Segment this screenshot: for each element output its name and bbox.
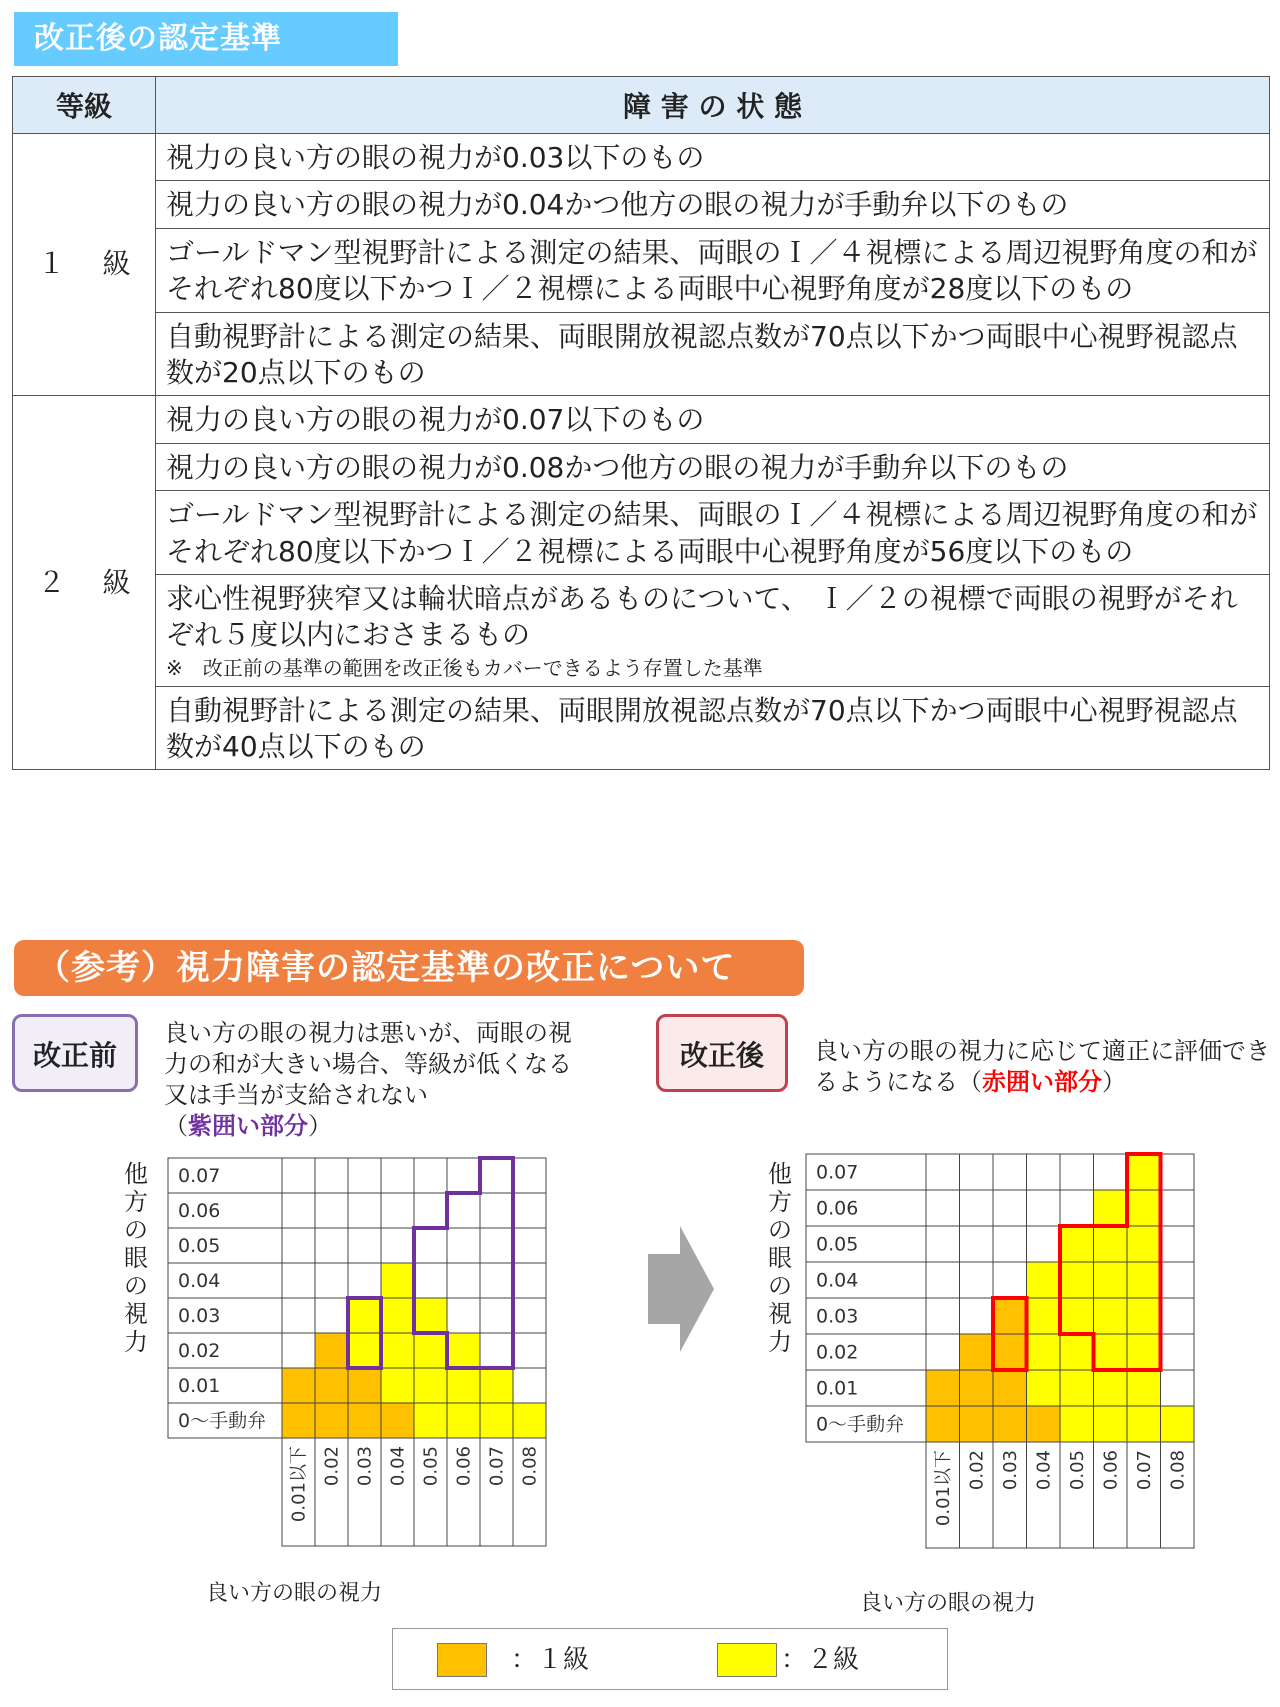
table-row — [13, 312, 1270, 396]
y-tick-label: 0.07 — [816, 1161, 859, 1184]
grid-cell — [513, 1403, 546, 1438]
before-chart — [168, 1158, 588, 1598]
table-row — [13, 228, 1270, 312]
grid-cell — [348, 1158, 381, 1193]
grid-cell — [513, 1263, 546, 1298]
grid-cell — [926, 1154, 960, 1190]
before-y-axis-label: 他 方 の 眼 の 視 力 — [124, 1160, 148, 1356]
grid-cell — [513, 1193, 546, 1228]
grid-cell — [1094, 1154, 1128, 1190]
x-tick-label: 0.06 — [453, 1446, 475, 1487]
grid-cell — [480, 1333, 513, 1368]
grid-cell — [282, 1403, 315, 1438]
grid-cell — [960, 1406, 994, 1442]
grid-cell — [1060, 1154, 1094, 1190]
grid-cell — [1060, 1262, 1094, 1298]
grid-cell — [1094, 1370, 1128, 1406]
before-highlight: 紫囲い部分 — [188, 1112, 308, 1140]
condition-cell: 視力の良い方の眼の視力が0.07以下のもの — [156, 396, 1270, 443]
grid-cell — [960, 1298, 994, 1334]
grid-cell — [926, 1334, 960, 1370]
grid-cell — [348, 1298, 381, 1333]
grid-cell — [447, 1403, 480, 1438]
x-tick-label: 0.04 — [387, 1446, 409, 1487]
table-row — [13, 134, 1270, 181]
grid-cell — [381, 1333, 414, 1368]
x-tick-label: 0.05 — [420, 1446, 442, 1487]
grid-cell — [1161, 1334, 1195, 1370]
before-description — [164, 1018, 584, 1142]
grid-cell — [960, 1262, 994, 1298]
grid-cell — [447, 1193, 480, 1228]
grid-cell — [1027, 1154, 1061, 1190]
y-tick-label: 0.03 — [178, 1304, 221, 1327]
condition-cell: 自動視野計による測定の結果、両眼開放視認点数が70点以下かつ両眼中心視野視認点数が20点以下のもの — [156, 312, 1270, 396]
grid-cell — [381, 1263, 414, 1298]
x-tick-label: 0.08 — [519, 1446, 541, 1487]
grid-cell — [315, 1333, 348, 1368]
grid-cell — [414, 1368, 447, 1403]
grid-cell — [282, 1193, 315, 1228]
grid-cell — [1161, 1154, 1195, 1190]
condition-cell: ゴールドマン型視野計による測定の結果、両眼のＩ／４視標による周辺視野角度の和がそれぞれ80度以下かつＩ／２視標による両眼中心視野角度が56度以下のもの — [156, 491, 1270, 575]
y-tick-label: 0.05 — [178, 1234, 221, 1257]
grid-cell — [1127, 1190, 1161, 1226]
grid-cell — [315, 1368, 348, 1403]
x-tick-label: 0.03 — [354, 1446, 376, 1487]
grid-cell — [1161, 1190, 1195, 1226]
after-hl-close: ） — [1102, 1068, 1126, 1096]
grid-cell — [348, 1333, 381, 1368]
x-tick-label: 0.07 — [1133, 1450, 1155, 1491]
grid-cell — [1027, 1190, 1061, 1226]
grid-cell — [447, 1368, 480, 1403]
before-hl-open: （ — [164, 1112, 188, 1140]
after-desc-text: 良い方の眼の視力に応じて適正に評価できるようになる — [814, 1037, 1270, 1096]
criteria-table — [12, 76, 1270, 770]
after-chart — [806, 1154, 1236, 1594]
y-tick-label: 0.07 — [178, 1164, 221, 1187]
table-row — [13, 181, 1270, 228]
grid-cell — [414, 1263, 447, 1298]
table-header-row — [13, 77, 1270, 134]
grid-cell — [348, 1193, 381, 1228]
grid-cell — [926, 1262, 960, 1298]
grid-cell — [447, 1263, 480, 1298]
grid-cell — [926, 1370, 960, 1406]
legend-swatch-grade1 — [437, 1643, 487, 1677]
grid-cell — [1060, 1334, 1094, 1370]
grid-cell — [1094, 1298, 1128, 1334]
grid-cell — [1161, 1406, 1195, 1442]
grid-cell — [480, 1298, 513, 1333]
grid-cell — [282, 1298, 315, 1333]
grid-cell — [1027, 1226, 1061, 1262]
grid-cell — [993, 1334, 1027, 1370]
grade-cell-1: １ 級 — [13, 134, 156, 396]
x-tick-label: 0.02 — [966, 1450, 988, 1491]
grid-cell — [381, 1298, 414, 1333]
y-tick-label: 0.06 — [816, 1197, 859, 1220]
grid-cell — [993, 1298, 1027, 1334]
grid-cell — [447, 1298, 480, 1333]
grid-cell — [447, 1228, 480, 1263]
x-tick-label: 0.08 — [1167, 1450, 1189, 1491]
grid-cell — [315, 1403, 348, 1438]
after-y-axis-label: 他 方 の 眼 の 視 力 — [768, 1160, 792, 1356]
legend-label-grade1: ：１級 — [511, 1645, 590, 1675]
condition-cell: 視力の良い方の眼の視力が0.04かつ他方の眼の視力が手動弁以下のもの — [156, 181, 1270, 228]
grid-cell — [513, 1298, 546, 1333]
grid-cell — [1161, 1370, 1195, 1406]
grid-cell — [926, 1190, 960, 1226]
grid-cell — [960, 1370, 994, 1406]
y-tick-label: 0.04 — [816, 1269, 859, 1292]
grid-cell — [480, 1158, 513, 1193]
grid-cell — [447, 1158, 480, 1193]
condition-note: ※ 改正前の基準の範囲を改正後もカバーできるよう存置した基準 — [166, 655, 763, 680]
grid-cell — [1094, 1226, 1128, 1262]
grid-cell — [348, 1263, 381, 1298]
grid-cell — [1027, 1262, 1061, 1298]
y-tick-label: 0～手動弁 — [816, 1413, 905, 1436]
grid-cell — [1127, 1370, 1161, 1406]
grid-cell — [315, 1228, 348, 1263]
y-tick-label: 0.03 — [816, 1305, 859, 1328]
grid-cell — [993, 1154, 1027, 1190]
grid-cell — [1161, 1226, 1195, 1262]
grid-cell — [282, 1333, 315, 1368]
grid-cell — [381, 1193, 414, 1228]
grid-cell — [960, 1334, 994, 1370]
grid-cell — [1027, 1370, 1061, 1406]
before-x-axis-label: 良い方の眼の視力 — [206, 1581, 383, 1606]
y-tick-label: 0.02 — [178, 1339, 221, 1362]
table-row — [13, 574, 1270, 686]
after-highlight: 赤囲い部分 — [982, 1068, 1102, 1096]
grid-cell — [480, 1193, 513, 1228]
grid-cell — [960, 1154, 994, 1190]
x-tick-label: 0.04 — [1033, 1450, 1055, 1491]
grid-cell — [480, 1228, 513, 1263]
grid-cell — [348, 1403, 381, 1438]
grid-cell — [315, 1298, 348, 1333]
grid-cell — [1027, 1406, 1061, 1442]
legend — [392, 1628, 948, 1690]
grid-cell — [926, 1406, 960, 1442]
grid-cell — [1060, 1406, 1094, 1442]
grid-cell — [381, 1158, 414, 1193]
x-tick-label: 0.01以下 — [288, 1446, 310, 1523]
grid-cell — [315, 1263, 348, 1298]
grid-cell — [480, 1263, 513, 1298]
grid-cell — [414, 1298, 447, 1333]
after-x-axis-label: 良い方の眼の視力 — [860, 1591, 1037, 1616]
grid-cell — [513, 1158, 546, 1193]
condition-cell: 視力の良い方の眼の視力が0.08かつ他方の眼の視力が手動弁以下のもの — [156, 443, 1270, 490]
y-tick-label: 0.01 — [178, 1374, 221, 1397]
before-hl-close: ） — [308, 1112, 332, 1140]
y-tick-label: 0.06 — [178, 1199, 221, 1222]
y-tick-label: 0～手動弁 — [178, 1409, 267, 1432]
grid-cell — [282, 1263, 315, 1298]
grid-cell — [513, 1368, 546, 1403]
grid-cell — [480, 1403, 513, 1438]
header-grade: 等級 — [13, 77, 156, 134]
grid-cell — [282, 1228, 315, 1263]
grid-cell — [993, 1262, 1027, 1298]
grid-cell — [1161, 1298, 1195, 1334]
grid-cell — [282, 1368, 315, 1403]
grid-cell — [1060, 1298, 1094, 1334]
x-tick-label: 0.01以下 — [932, 1450, 954, 1527]
y-tick-label: 0.04 — [178, 1269, 221, 1292]
grid-cell — [381, 1228, 414, 1263]
grid-cell — [993, 1370, 1027, 1406]
grid-cell — [1094, 1406, 1128, 1442]
condition-text: 求心性視野狭窄又は輪状暗点があるものについて、 Ｉ／２の視標で両眼の視野がそれぞれ５度以内におさまるもの — [166, 581, 1238, 652]
grid-cell — [993, 1406, 1027, 1442]
after-tag: 改正後 — [656, 1014, 788, 1092]
grid-cell — [315, 1193, 348, 1228]
legend-swatch-grade2 — [717, 1643, 777, 1677]
grid-cell — [480, 1368, 513, 1403]
grade-cell-2: ２ 級 — [13, 396, 156, 770]
table-row — [13, 686, 1270, 770]
arrow-right-icon — [648, 1226, 714, 1352]
grid-cell — [414, 1193, 447, 1228]
grid-cell — [282, 1158, 315, 1193]
grid-cell — [1127, 1226, 1161, 1262]
grid-cell — [1027, 1334, 1061, 1370]
grid-cell — [315, 1158, 348, 1193]
table-row — [13, 443, 1270, 490]
grid-cell — [414, 1333, 447, 1368]
table-row — [13, 491, 1270, 575]
grid-cell — [1027, 1298, 1061, 1334]
grid-cell — [513, 1228, 546, 1263]
grid-cell — [1094, 1190, 1128, 1226]
grid-cell — [960, 1190, 994, 1226]
grid-cell — [348, 1368, 381, 1403]
grid-cell — [960, 1226, 994, 1262]
grid-cell — [993, 1226, 1027, 1262]
grid-cell — [1094, 1334, 1128, 1370]
grid-cell — [414, 1158, 447, 1193]
grid-cell — [381, 1368, 414, 1403]
grid-cell — [1161, 1262, 1195, 1298]
grid-cell — [1127, 1154, 1161, 1190]
x-tick-label: 0.06 — [1100, 1450, 1122, 1491]
y-tick-label: 0.01 — [816, 1377, 859, 1400]
condition-cell: ゴールドマン型視野計による測定の結果、両眼のＩ／４視標による周辺視野角度の和がそれぞれ80度以下かつＩ／２視標による両眼中心視野角度が28度以下のもの — [156, 228, 1270, 312]
x-tick-label: 0.02 — [321, 1446, 343, 1487]
x-tick-label: 0.05 — [1066, 1450, 1088, 1491]
grid-cell — [513, 1333, 546, 1368]
after-description — [814, 1036, 1274, 1098]
x-tick-label: 0.07 — [486, 1446, 508, 1487]
after-hl-open: （ — [958, 1068, 982, 1096]
grid-cell — [1060, 1226, 1094, 1262]
before-tag: 改正前 — [12, 1014, 138, 1092]
grid-cell — [926, 1226, 960, 1262]
y-tick-label: 0.05 — [816, 1233, 859, 1256]
section-title: 改正後の認定基準 — [14, 12, 398, 66]
header-state: 障 害 の 状 態 — [156, 77, 1270, 134]
reference-banner: （参考）視力障害の認定基準の改正について — [14, 940, 804, 996]
condition-cell — [156, 574, 1270, 686]
x-tick-label: 0.03 — [999, 1450, 1021, 1491]
grid-cell — [993, 1190, 1027, 1226]
table-row — [13, 396, 1270, 443]
grid-cell — [1127, 1406, 1161, 1442]
before-desc-text: 良い方の眼の視力は悪いが、両眼の視力の和が大きい場合、等級が低くなる又は手当が支給されない — [164, 1019, 572, 1109]
grid-cell — [447, 1333, 480, 1368]
grid-cell — [926, 1298, 960, 1334]
grid-cell — [414, 1403, 447, 1438]
grid-cell — [1060, 1190, 1094, 1226]
condition-cell: 自動視野計による測定の結果、両眼開放視認点数が70点以下かつ両眼中心視野視認点数が40点以下のもの — [156, 686, 1270, 770]
grid-cell — [1127, 1262, 1161, 1298]
y-tick-label: 0.02 — [816, 1341, 859, 1364]
grid-cell — [1127, 1334, 1161, 1370]
grid-cell — [1094, 1262, 1128, 1298]
grid-cell — [348, 1228, 381, 1263]
legend-label-grade2: ：２級 — [781, 1645, 860, 1675]
grid-cell — [1060, 1370, 1094, 1406]
grid-cell — [414, 1228, 447, 1263]
grid-cell — [381, 1403, 414, 1438]
condition-cell: 視力の良い方の眼の視力が0.03以下のもの — [156, 134, 1270, 181]
grid-cell — [1127, 1298, 1161, 1334]
